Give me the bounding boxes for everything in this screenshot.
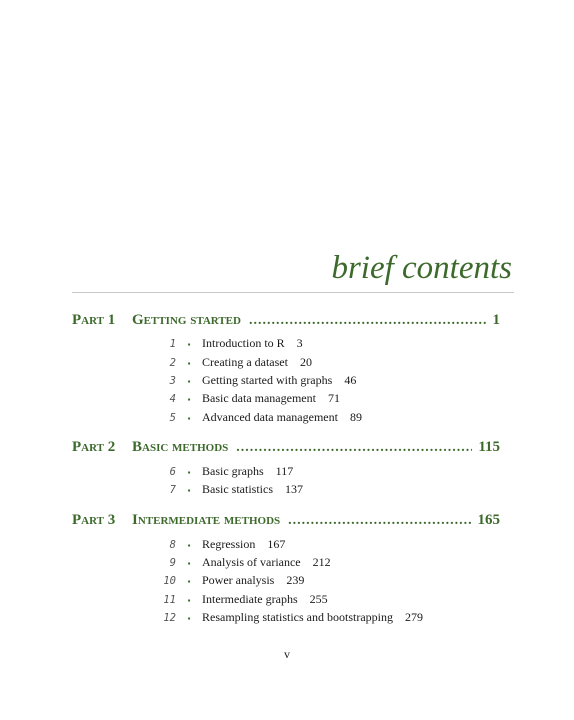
title-rule [72, 292, 514, 293]
bullet-icon: ▪ [187, 486, 191, 495]
chapter-page: 279 [404, 610, 423, 624]
dot-leader [236, 440, 472, 456]
bullet-icon: ▪ [187, 340, 191, 349]
chapter-title: Basic statistics [202, 482, 273, 496]
chapter-number: 1 [169, 338, 176, 350]
chapter-number: 5 [169, 412, 176, 424]
chapter-entry-2[interactable] [150, 355, 312, 371]
chapter-title: Basic data management [202, 391, 316, 405]
chapter-number: 10 [163, 575, 176, 587]
part-label: Part 2 [72, 439, 116, 455]
part-label: Part 1 [72, 312, 116, 328]
dot-leader [288, 513, 471, 529]
chapter-number: 8 [169, 539, 176, 551]
part-page: 1 [492, 312, 500, 328]
chapter-page: 89 [349, 410, 362, 424]
part-heading-1[interactable] [72, 312, 500, 332]
chapter-page: 3 [296, 336, 303, 350]
chapter-entry-7[interactable] [150, 482, 303, 498]
chapter-number: 3 [169, 375, 176, 387]
bullet-icon: ▪ [187, 596, 191, 605]
chapter-title: Creating a dataset [202, 355, 288, 369]
bullet-icon: ▪ [187, 377, 191, 386]
chapter-page: 20 [299, 355, 312, 369]
chapter-title: Intermediate graphs [202, 592, 298, 606]
chapter-title: Regression [202, 537, 256, 551]
chapter-title: Getting started with graphs [202, 373, 333, 387]
chapter-page: 137 [285, 482, 303, 496]
chapter-entry-1[interactable] [150, 336, 303, 352]
bullet-icon: ▪ [187, 541, 191, 550]
part-heading-3[interactable] [72, 512, 500, 532]
page-title: brief contents [331, 250, 512, 286]
chapter-page: 46 [344, 373, 357, 387]
part-name: Intermediate methods [132, 512, 281, 528]
part-page: 165 [477, 512, 500, 528]
bullet-icon: ▪ [187, 577, 191, 586]
dot-leader [249, 313, 487, 329]
chapter-number: 11 [163, 594, 176, 606]
chapter-page: 167 [267, 537, 286, 551]
part-page: 115 [478, 439, 500, 455]
chapter-entry-9[interactable] [150, 555, 331, 571]
chapter-entry-8[interactable] [150, 537, 285, 553]
chapter-number: 12 [163, 612, 176, 624]
bullet-icon: ▪ [187, 468, 191, 477]
chapter-number: 2 [169, 357, 176, 369]
chapter-number: 6 [169, 466, 176, 478]
chapter-entry-12[interactable] [150, 610, 423, 626]
part-label: Part 3 [72, 512, 116, 528]
chapter-page: 212 [312, 555, 331, 569]
chapter-page: 71 [327, 391, 340, 405]
bullet-icon: ▪ [187, 359, 191, 368]
chapter-title: Basic graphs [202, 464, 264, 478]
page-folio: v [284, 647, 290, 661]
chapter-entry-5[interactable] [150, 410, 362, 426]
chapter-entry-6[interactable] [150, 464, 293, 480]
chapter-page: 255 [309, 592, 328, 606]
chapter-number: 9 [169, 557, 176, 569]
chapter-page: 117 [275, 464, 294, 478]
chapter-number: 4 [169, 393, 176, 405]
bullet-icon: ▪ [187, 614, 191, 623]
part-heading-2[interactable] [72, 439, 500, 459]
chapter-entry-11[interactable] [150, 592, 328, 608]
bullet-icon: ▪ [187, 559, 191, 568]
bullet-icon: ▪ [187, 395, 191, 404]
chapter-title: Resampling statistics and bootstrapping [202, 610, 393, 624]
part-name: Basic methods [132, 439, 229, 455]
bullet-icon: ▪ [187, 414, 191, 423]
chapter-entry-3[interactable] [150, 373, 356, 389]
chapter-title: Analysis of variance [202, 555, 301, 569]
chapter-entry-4[interactable] [150, 391, 340, 407]
chapter-title: Introduction to R [202, 336, 285, 350]
chapter-number: 7 [169, 484, 176, 496]
chapter-title: Power analysis [202, 573, 275, 587]
chapter-entry-10[interactable] [150, 573, 304, 589]
chapter-page: 239 [286, 573, 305, 587]
part-name: Getting started [132, 312, 241, 328]
chapter-title: Advanced data management [202, 410, 338, 424]
